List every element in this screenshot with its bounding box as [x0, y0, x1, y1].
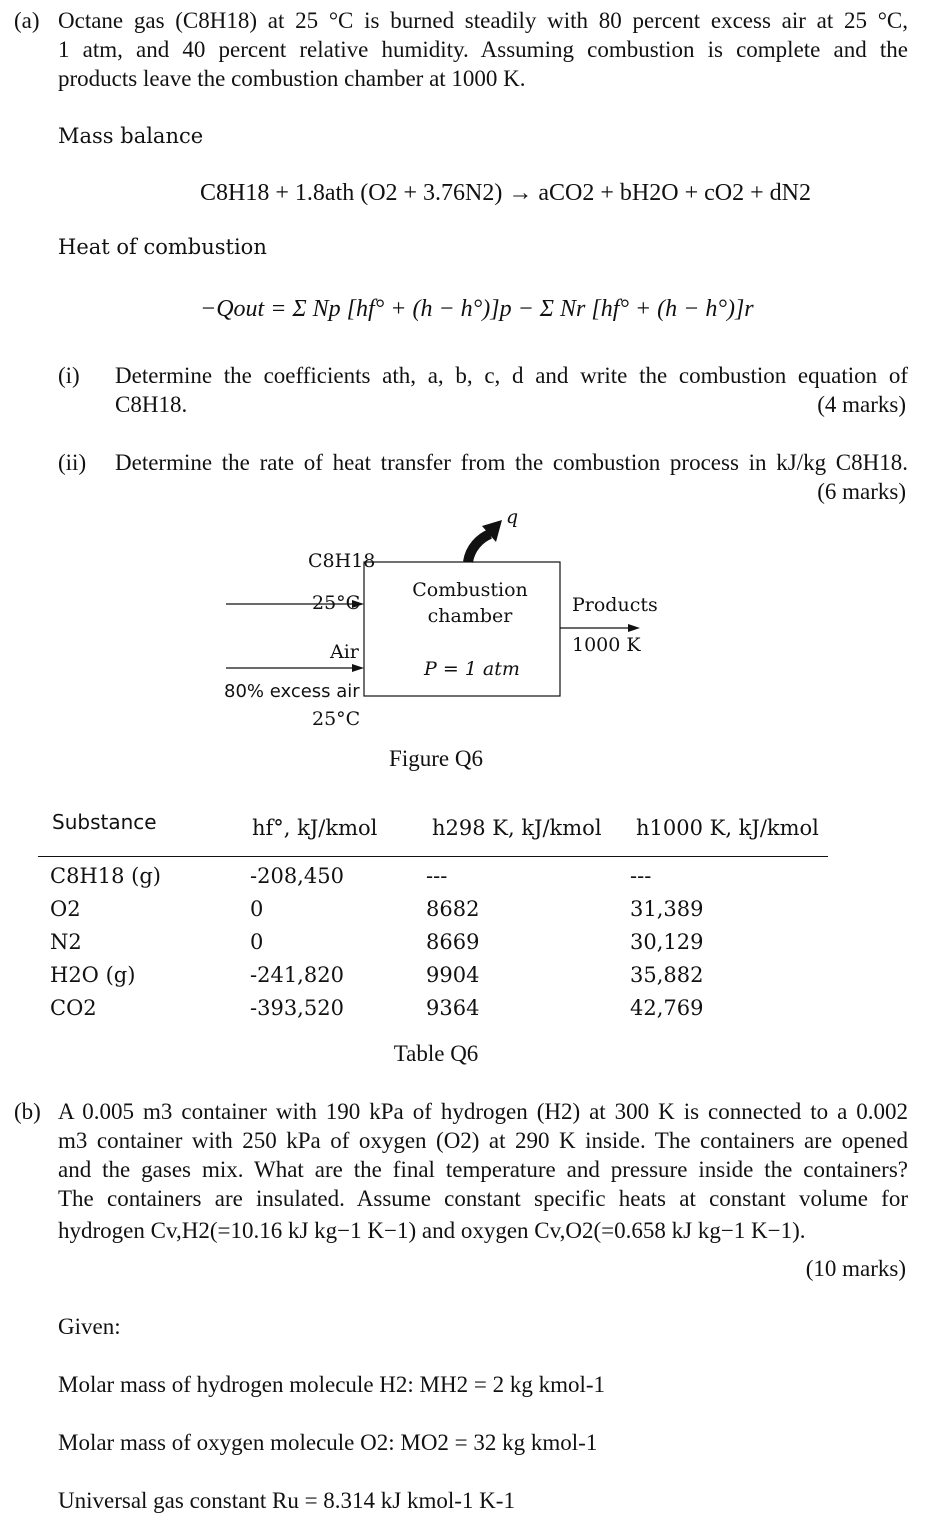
table-header-h298: h298 K, kJ/kmol [432, 816, 602, 840]
table-header-rule [38, 856, 828, 857]
table-row-1-h1000: --- [630, 864, 652, 888]
table-row-3-h298: 8669 [426, 930, 480, 954]
table-row-2-h298: 8682 [426, 897, 480, 921]
excess-air-label: 80% excess air [224, 681, 360, 702]
part-b-marks: (10 marks) [805, 1256, 906, 1281]
table-row-5-h1000: 42,769 [630, 996, 704, 1020]
part-a-intro-line-3: products leave the combustion chamber at 1000 K. [58, 66, 526, 91]
fuel-temp-label: 25°C [312, 592, 361, 614]
part-b-line-1: A 0.005 m3 container with 190 kPa of hydrogen (H2) at 300 K is connected to a 0.002 [58, 1099, 908, 1124]
part-a-label-text: (a) [14, 8, 40, 33]
table-caption: Table Q6 [393, 1041, 479, 1066]
part-a-intro-line-2: 1 atm, and 40 percent relative humidity. Assuming combustion is complete and the [58, 37, 908, 62]
heat-equation-text: −Qout = Σ Np [hf° + (h − h°)]p − Σ Nr [hf° + (h − h°)]r [200, 296, 754, 322]
air-label: Air [330, 641, 359, 663]
table-row-1-substance: C8H18 (g) [50, 864, 161, 888]
chamber-label-line-1: Combustion [412, 579, 528, 601]
table-row-2-hf: 0 [250, 897, 264, 921]
given-hydrogen-molar-mass: Molar mass of hydrogen molecule H2: MH2 = 2 kg kmol-1 [58, 1372, 606, 1397]
table-row-2-h1000: 31,389 [630, 897, 704, 921]
table-header-hf: hf°, kJ/kmol [252, 816, 378, 840]
table-row-4-substance: H2O (g) [50, 963, 136, 987]
part-b-line-2: m3 container with 250 kPa of oxygen (O2) at 290 K inside. The containers are opened [58, 1128, 908, 1153]
chamber-label-line-2: chamber [427, 605, 513, 627]
table-q6 [0, 800, 952, 1040]
heat-heading: Heat of combustion [58, 235, 267, 259]
part-b-label: (b) [14, 1099, 41, 1124]
q1-line-2: C8H18. [115, 392, 188, 417]
heat-label: q [506, 506, 519, 528]
table-row-1-hf: -208,450 [250, 864, 344, 888]
products-label: Products [572, 594, 658, 616]
pressure-label: P = 1 atm [424, 658, 520, 680]
products-temp-label: 1000 K [572, 634, 641, 656]
q2-line-1: Determine the rate of heat transfer from the combustion process in kJ/kg C8H18. [115, 450, 908, 475]
figure-caption: Figure Q6 [389, 746, 483, 771]
part-b-line-3: and the gases mix. What are the final temperature and pressure inside the containers? [58, 1157, 908, 1182]
mass-balance-equation-text: C8H18 + 1.8ath (O2 + 3.76N2) → aCO2 + bH2O + cO2 + dN2 [200, 180, 811, 206]
table-row-2-substance: O2 [50, 897, 81, 921]
part-b-line-5: hydrogen Cv,H2(=10.16 kJ kg−1 K−1) and oxygen Cv,O2(=0.658 kJ kg−1 K−1). [58, 1218, 806, 1243]
q1-marks: (4 marks) [817, 392, 906, 417]
table-row-4-hf: -241,820 [250, 963, 344, 987]
q1-line-1: Determine the coefficients ath, a, b, c, d and write the combustion equation of [115, 363, 908, 388]
figure-q6 [0, 500, 952, 740]
table-header-h1000: h1000 K, kJ/kmol [636, 816, 819, 840]
table-row-4-h298: 9904 [426, 963, 480, 987]
fuel-label: C8H18 [308, 550, 376, 572]
part-b-line-4: The containers are insulated. Assume constant specific heats at constant volume for [58, 1186, 908, 1211]
table-row-5-hf: -393,520 [250, 996, 344, 1020]
table-row-5-substance: CO2 [50, 996, 97, 1020]
table-row-5-h298: 9364 [426, 996, 480, 1020]
products-outlet-arrowhead-icon [628, 624, 640, 632]
heat-arrow-shaft [468, 534, 490, 562]
given-oxygen-molar-mass: Molar mass of oxygen molecule O2: MO2 = 32 kg kmol-1 [58, 1430, 598, 1455]
mass-balance-heading: Mass balance [58, 124, 204, 148]
table-row-3-h1000: 30,129 [630, 930, 704, 954]
table-row-1-h298: --- [426, 864, 448, 888]
table-row-3-hf: 0 [250, 930, 264, 954]
part-a-intro-line-1: Octane gas (C8H18) at 25 °C is burned steadily with 80 percent excess air at 25 °C, [58, 8, 908, 33]
part-a-label [14, 6, 40, 35]
given-heading: Given: [58, 1314, 121, 1339]
air-temp-label: 25°C [312, 708, 361, 730]
q1-label: (i) [58, 363, 80, 388]
table-row-3-substance: N2 [50, 930, 82, 954]
given-gas-constant: Universal gas constant Ru = 8.314 kJ kmol-1 K-1 [58, 1488, 515, 1513]
mass-balance-equation [200, 180, 811, 207]
q2-label: (ii) [58, 450, 87, 475]
q2-marks: (6 marks) [817, 479, 906, 504]
table-header-substance: Substance [52, 810, 157, 834]
heat-equation [200, 296, 754, 323]
air-inlet-arrowhead-icon [352, 664, 364, 672]
table-row-4-h1000: 35,882 [630, 963, 704, 987]
